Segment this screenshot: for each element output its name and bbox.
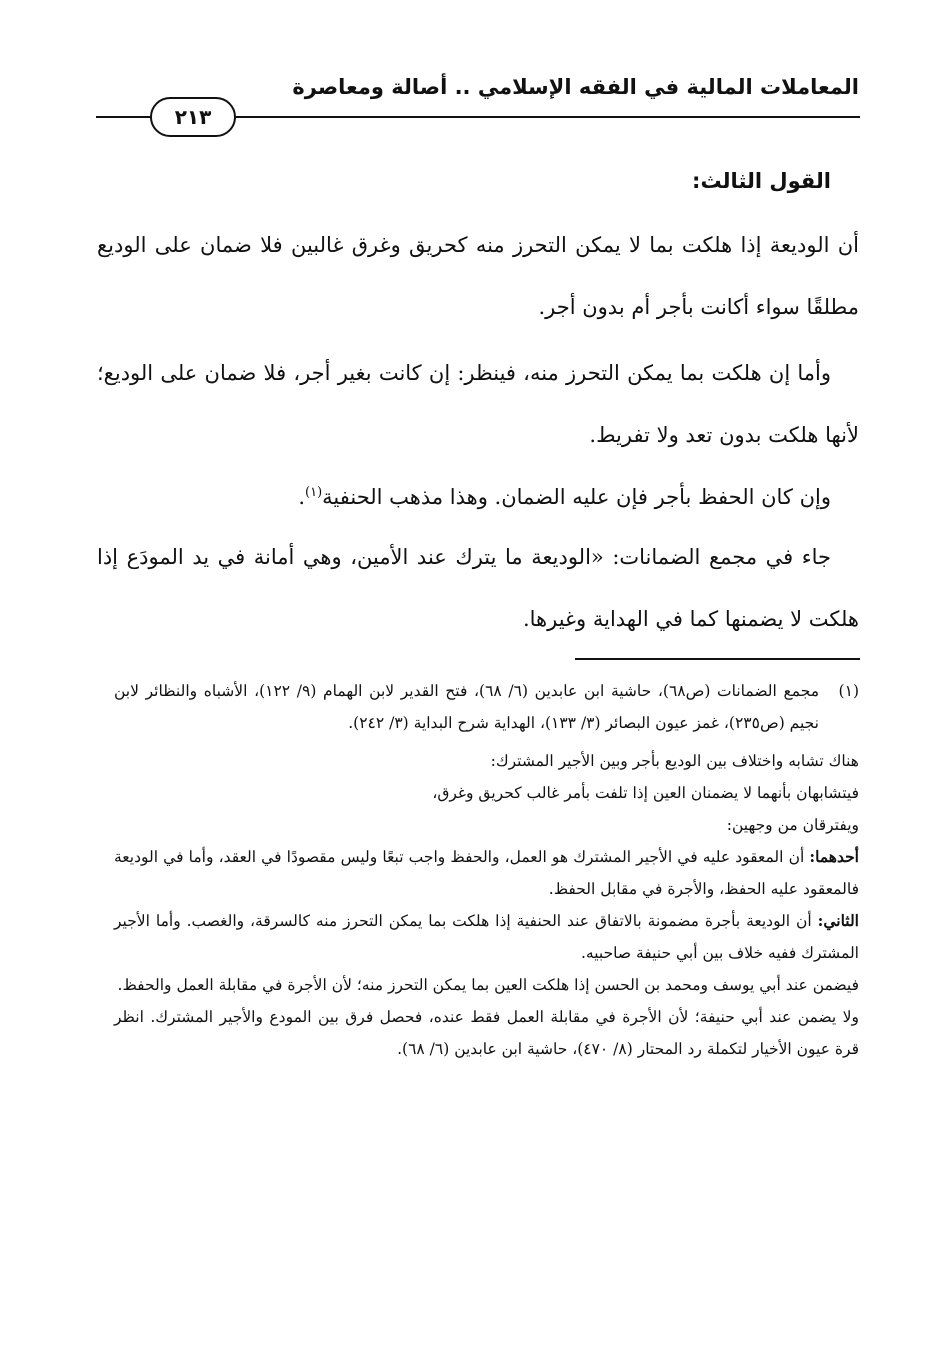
first-label: أحدهما: bbox=[809, 847, 859, 866]
body-paragraph-3 bbox=[97, 466, 859, 528]
footnote-first-difference bbox=[114, 841, 859, 905]
page-number-badge: ٢١٣ bbox=[150, 97, 236, 137]
footnote-line-1: هناك تشابه واختلاف بين الوديع بأجر وبين الأجير المشترك: bbox=[490, 752, 859, 770]
section-heading: القول الثالث: bbox=[692, 169, 831, 193]
footnote-paragraph-b: ولا يضمن عند أبي حنيفة؛ لأن الأجرة في مقابلة العمل فقط عنده، فحصل فرق بين المودع والأجير المشترك. انظر قرة عيون الأخيار لتكملة رد المحتار (٨/ ٤٧٠)، حاشية ابن عابدين (٦/ ٦٨). bbox=[114, 1008, 859, 1058]
body-paragraph-1: أن الوديعة إذا هلكت بما لا يمكن التحرز منه كحريق وغرق غالبين فلا ضمان على الوديع مطلقًا سواء أكانت بأجر أم بدون أجر. bbox=[97, 233, 859, 319]
second-label: الثاني: bbox=[817, 911, 859, 930]
first-text: أن المعقود عليه في الأجير المشترك هو العمل، والحفظ واجب تبعًا وليس مقصودًا في العقد، وأما في الوديعة فالمعقود عليه الحفظ، والأجرة في مقابل الحفظ. bbox=[114, 848, 859, 898]
paragraph-3-text: وإن كان الحفظ بأجر فإن عليه الضمان. وهذا مذهب الحنفية bbox=[322, 485, 831, 509]
footnote-sources-text: مجمع الضمانات (ص٦٨)، حاشية ابن عابدين (٦/ ٦٨)، فتح القدير لابن الهمام (٩/ ١٢٢)، الأشباه والنظائر لابن نجيم (ص٢٣٥)، غمز عيون البصائر (٣/ ١٣٣)، الهداية شرح البداية (٣/ ٢٤٢). bbox=[114, 682, 819, 732]
body-paragraph-4: جاء في مجمع الضمانات: «الوديعة ما يترك عند الأمين، وهي أمانة في يد المودَع إذا هلكت لا يضمنها كما في الهداية وغيرها. bbox=[97, 545, 859, 631]
footnote-paragraph-a: فيضمن عند أبي يوسف ومحمد بن الحسن إذا هلكت العين بما يمكن التحرز منه؛ لأن الأجرة في مقابلة العمل والحفظ. bbox=[117, 976, 859, 994]
footnote-reference[interactable]: (١) bbox=[305, 485, 323, 500]
footnote-area bbox=[114, 675, 859, 1065]
body-paragraph-2: وأما إن هلكت بما يمكن التحرز منه، فينظر: إن كانت بغير أجر، فلا ضمان على الوديع؛ لأنها هلكت بدون تعد ولا تفريط. bbox=[97, 361, 859, 447]
footnote-1-sources bbox=[114, 675, 859, 739]
footnote-second-difference bbox=[114, 905, 859, 969]
paragraph-3-end: . bbox=[298, 485, 305, 509]
footnote-line-2: فيتشابهان بأنهما لا يضمنان العين إذا تلفت بأمر غالب كحريق وغرق، bbox=[432, 784, 859, 802]
running-header-title: المعاملات المالية في الفقه الإسلامي .. أصالة ومعاصرة bbox=[292, 75, 859, 99]
footnote-separator bbox=[575, 658, 860, 660]
footnote-line-3: ويفترقان من وجهين: bbox=[726, 816, 859, 834]
footnote-marker: (١) bbox=[838, 682, 859, 700]
second-text: أن الوديعة بأجرة مضمونة بالاتفاق عند الحنفية إذا هلكت بما يمكن التحرز منه كالسرقة، والغصب. وأما الأجير المشترك ففيه خلاف بين أبي حنيفة صاحبيه. bbox=[114, 912, 859, 962]
